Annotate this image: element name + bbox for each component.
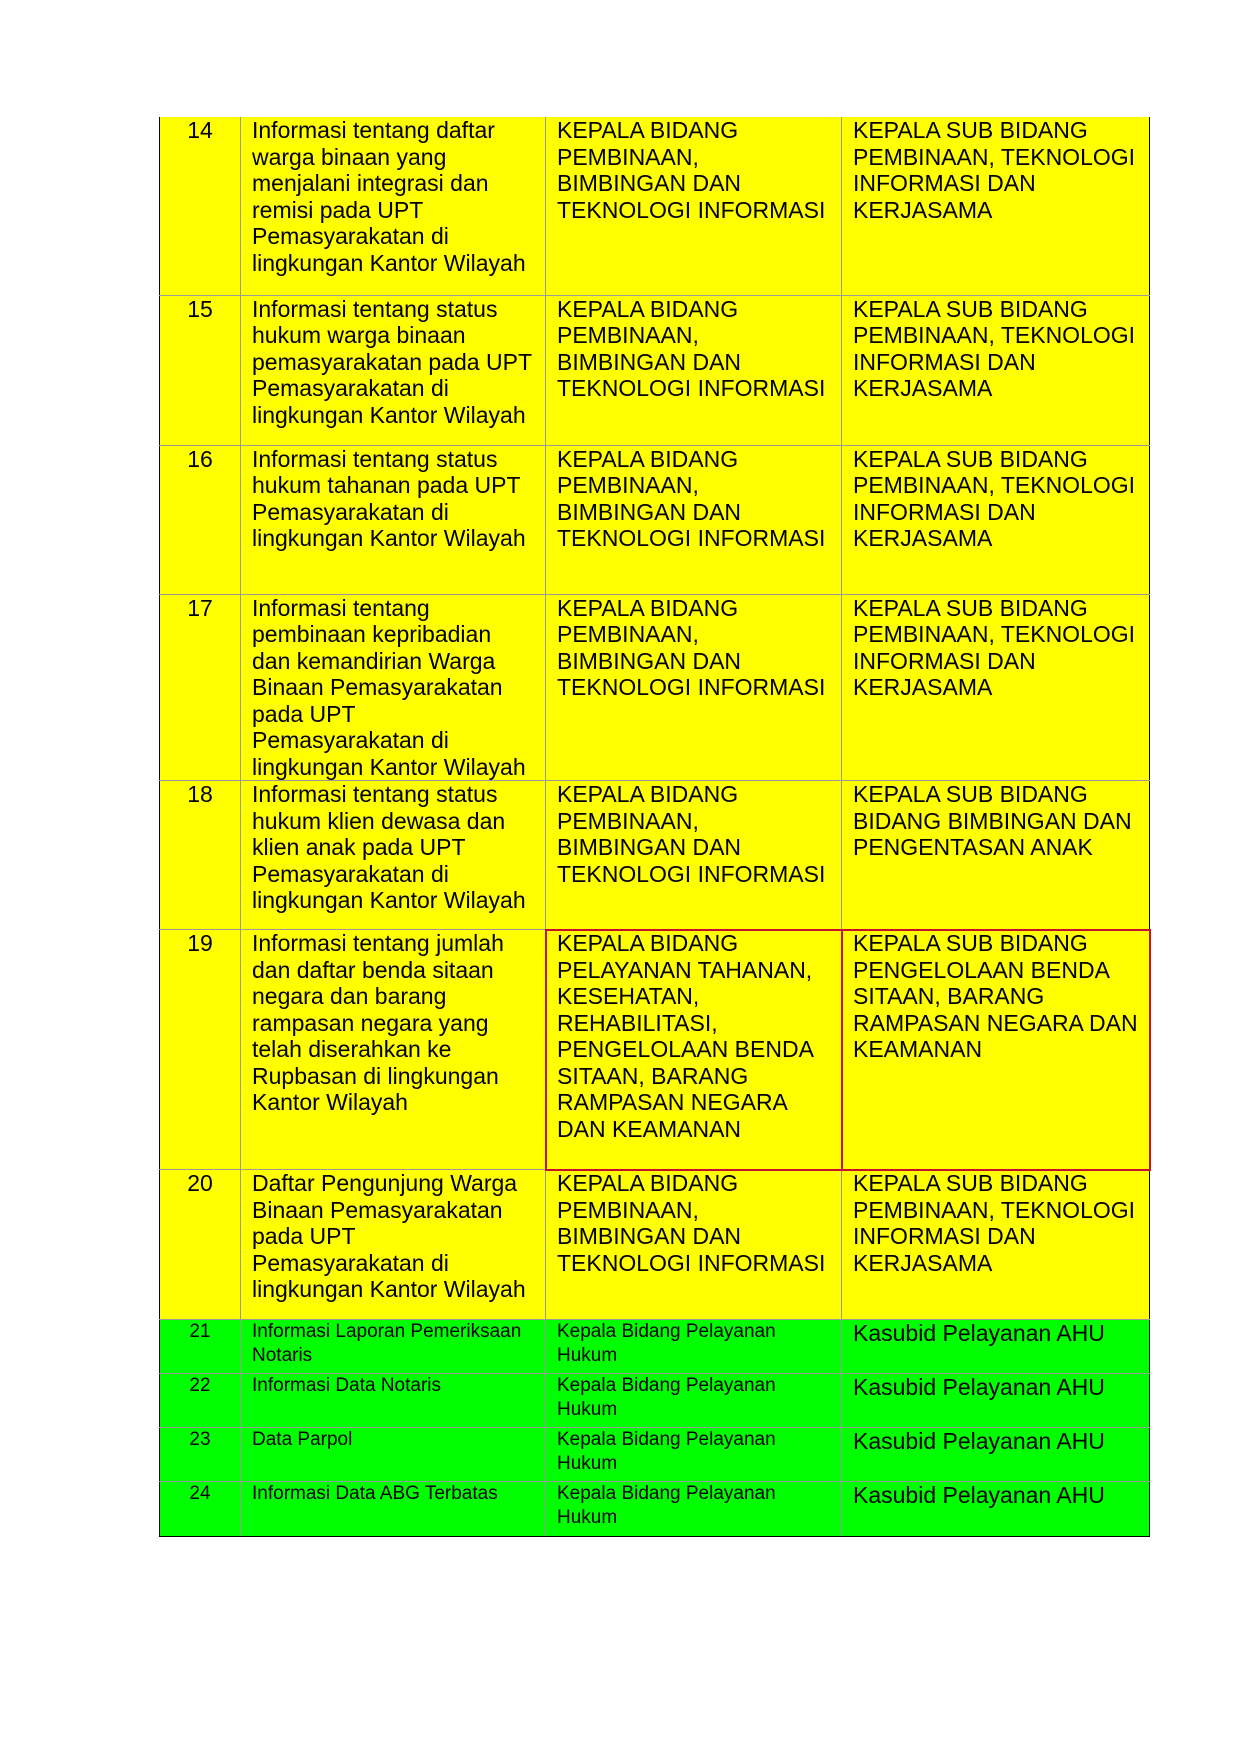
information-cell: Informasi tentang pembinaan kepribadian dan kemandirian Warga Binaan Pemasyarakatan pada UPT Pemasyarakatan di lingkungan Kantor Wilayah [241, 594, 546, 781]
table-row [160, 1482, 1150, 1537]
responsible-official-cell: Kepala Bidang Pelayanan Hukum [546, 1482, 842, 1537]
sub-official-cell: KEPALA SUB BIDANG PEMBINAAN, TEKNOLOGI INFORMASI DAN KERJASAMA [842, 295, 1150, 445]
responsible-official-cell: Kepala Bidang Pelayanan Hukum [546, 1374, 842, 1428]
information-cell: Informasi tentang daftar warga binaan yang menjalani integrasi dan remisi pada UPT Pemasyarakatan di lingkungan Kantor Wilayah [241, 117, 546, 295]
sub-official-cell: KEPALA SUB BIDANG BIDANG BIMBINGAN DAN PENGENTASAN ANAK [842, 781, 1150, 930]
row-number: 20 [160, 1170, 241, 1320]
information-cell: Informasi tentang status hukum warga binaan pemasyarakatan pada UPT Pemasyarakatan di lingkungan Kantor Wilayah [241, 295, 546, 445]
information-cell: Informasi Data Notaris [241, 1374, 546, 1428]
sub-official-cell: Kasubid Pelayanan AHU [842, 1482, 1150, 1537]
row-number: 18 [160, 781, 241, 930]
information-cell: Informasi tentang status hukum klien dewasa dan klien anak pada UPT Pemasyarakatan di lingkungan Kantor Wilayah [241, 781, 546, 930]
table-row [160, 1320, 1150, 1374]
table-row [160, 930, 1150, 1170]
responsible-official-cell: Kepala Bidang Pelayanan Hukum [546, 1428, 842, 1482]
responsible-official-cell: KEPALA BIDANG PEMBINAAN, BIMBINGAN DAN TEKNOLOGI INFORMASI [546, 1170, 842, 1320]
table-row [160, 445, 1150, 594]
sub-official-cell: KEPALA SUB BIDANG PEMBINAAN, TEKNOLOGI INFORMASI DAN KERJASAMA [842, 445, 1150, 594]
information-cell: Informasi Data ABG Terbatas [241, 1482, 546, 1537]
row-number: 15 [160, 295, 241, 445]
table-row [160, 1428, 1150, 1482]
information-table [159, 117, 1150, 1537]
sub-official-cell: KEPALA SUB BIDANG PEMBINAAN, TEKNOLOGI INFORMASI DAN KERJASAMA [842, 1170, 1150, 1320]
row-number: 23 [160, 1428, 241, 1482]
table-row [160, 594, 1150, 781]
row-number: 17 [160, 594, 241, 781]
information-cell: Daftar Pengunjung Warga Binaan Pemasyarakatan pada UPT Pemasyarakatan di lingkungan Kantor Wilayah [241, 1170, 546, 1320]
table-row [160, 295, 1150, 445]
row-number: 16 [160, 445, 241, 594]
information-cell: Data Parpol [241, 1428, 546, 1482]
row-number: 19 [160, 930, 241, 1170]
information-cell: Informasi Laporan Pemeriksaan Notaris [241, 1320, 546, 1374]
row-number: 21 [160, 1320, 241, 1374]
sub-official-cell: KEPALA SUB BIDANG PENGELOLAAN BENDA SITAAN, BARANG RAMPASAN NEGARA DAN KEAMANAN [842, 930, 1150, 1170]
row-number: 22 [160, 1374, 241, 1428]
responsible-official-cell: KEPALA BIDANG PEMBINAAN, BIMBINGAN DAN TEKNOLOGI INFORMASI [546, 295, 842, 445]
sub-official-cell: KEPALA SUB BIDANG PEMBINAAN, TEKNOLOGI INFORMASI DAN KERJASAMA [842, 594, 1150, 781]
sub-official-cell: KEPALA SUB BIDANG PEMBINAAN, TEKNOLOGI INFORMASI DAN KERJASAMA [842, 117, 1150, 295]
information-cell: Informasi tentang jumlah dan daftar benda sitaan negara dan barang rampasan negara yang telah diserahkan ke Rupbasan di lingkungan Kantor Wilayah [241, 930, 546, 1170]
responsible-official-cell: KEPALA BIDANG PELAYANAN TAHANAN, KESEHATAN, REHABILITASI, PENGELOLAAN BENDA SITAAN, BARANG RAMPASAN NEGARA DAN KEAMANAN [546, 930, 842, 1170]
sub-official-cell: Kasubid Pelayanan AHU [842, 1320, 1150, 1374]
responsible-official-cell: KEPALA BIDANG PEMBINAAN, BIMBINGAN DAN TEKNOLOGI INFORMASI [546, 781, 842, 930]
information-cell: Informasi tentang status hukum tahanan pada UPT Pemasyarakatan di lingkungan Kantor Wilayah [241, 445, 546, 594]
table-row [160, 117, 1150, 295]
row-number: 14 [160, 117, 241, 295]
responsible-official-cell: KEPALA BIDANG PEMBINAAN, BIMBINGAN DAN TEKNOLOGI INFORMASI [546, 445, 842, 594]
responsible-official-cell: KEPALA BIDANG PEMBINAAN, BIMBINGAN DAN TEKNOLOGI INFORMASI [546, 117, 842, 295]
responsible-official-cell: Kepala Bidang Pelayanan Hukum [546, 1320, 842, 1374]
sub-official-cell: Kasubid Pelayanan AHU [842, 1428, 1150, 1482]
sub-official-cell: Kasubid Pelayanan AHU [842, 1374, 1150, 1428]
row-number: 24 [160, 1482, 241, 1537]
table-row [160, 1170, 1150, 1320]
responsible-official-cell: KEPALA BIDANG PEMBINAAN, BIMBINGAN DAN TEKNOLOGI INFORMASI [546, 594, 842, 781]
table-row [160, 1374, 1150, 1428]
table-row [160, 781, 1150, 930]
